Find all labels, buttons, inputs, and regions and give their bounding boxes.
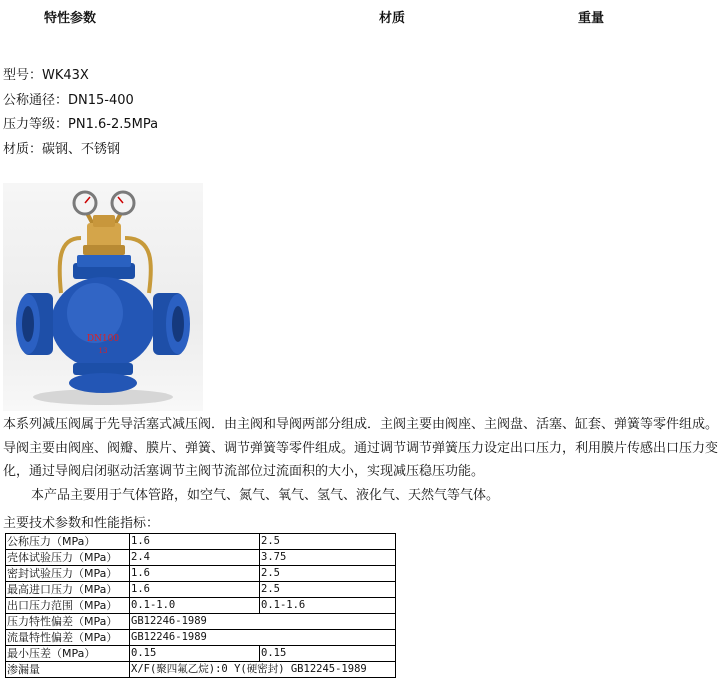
table-cell: X/F(聚四氟乙烷):0 Y(硬密封) GB12245-1989: [130, 662, 396, 678]
table-cell: 最高进口压力（MPa）: [6, 582, 130, 598]
table-cell: GB12246-1989: [130, 614, 396, 630]
table-cell: 流量特性偏差（MPa）: [6, 630, 130, 646]
tab-weight[interactable]: 重量: [578, 11, 605, 26]
params-table: [5, 533, 396, 678]
product-image: [3, 183, 203, 411]
table-cell: 最小压差（MPa）: [6, 646, 130, 662]
spec-value: DN15-400: [68, 92, 134, 108]
spec-label: 公称通径：: [3, 92, 69, 108]
description-paragraph: 本系列减压阀属于先导活塞式减压阀．由主阀和导阀两部分组成．主阀主要由阀座、主阀盘、活塞、缸套、弹簧等零件组成。导阀主要由阀座、阀瓣、膜片、弹簧、调节弹簧等零件组成。通过调节调节弹簧压力设定出口压力，利用膜片传感出口压力变化，通过导阀启闭驱动活塞调节主阀节流部位过流面积的大小，实现减压稳压功能。: [3, 417, 719, 479]
table-cell: 0.15: [130, 646, 260, 662]
spec-pressure-rating: [3, 113, 158, 138]
table-cell: 0.1-1.6: [260, 598, 396, 614]
table-cell: 0.15: [260, 646, 396, 662]
params-title: 主要技术参数和性能指标：: [3, 516, 160, 531]
table-cell: 密封试验压力（MPa）: [6, 566, 130, 582]
table-cell: 1.6: [130, 534, 260, 550]
table-cell: 2.5: [260, 566, 396, 582]
table-row: [6, 534, 396, 550]
table-row: [6, 582, 396, 598]
spec-label: 型号：: [3, 68, 43, 83]
table-cell: 0.1-1.0: [130, 598, 260, 614]
table-cell: 2.5: [260, 534, 396, 550]
table-row: [6, 550, 396, 566]
table-row: [6, 614, 396, 630]
table-row: [6, 598, 396, 614]
spec-model: [3, 64, 158, 89]
table-row: [6, 630, 396, 646]
spec-value: 碳钢、不锈钢: [42, 141, 121, 157]
table-cell: 渗漏量: [6, 662, 130, 678]
spec-label: 压力等级：: [3, 117, 69, 132]
valve-nameplate-subtext: 13: [98, 347, 108, 355]
tab-material[interactable]: 材质: [379, 11, 406, 26]
table-cell: 3.75: [260, 550, 396, 566]
table-cell: 壳体试验压力（MPa）: [6, 550, 130, 566]
table-row: [6, 646, 396, 662]
table-cell: 压力特性偏差（MPa）: [6, 614, 130, 630]
description-paragraph: 本产品主要用于气体管路，如空气、氮气、氧气、氢气、液化气、天然气等气体。: [31, 487, 500, 503]
tab-bar: [0, 7, 727, 27]
table-row: [6, 566, 396, 582]
table-cell: 出口压力范围（MPa）: [6, 598, 130, 614]
table-cell: 公称压力（MPa）: [6, 534, 130, 550]
valve-nameplate-text: DN100: [86, 334, 120, 344]
table-cell: 1.6: [130, 566, 260, 582]
description: [3, 413, 723, 507]
table-cell: 2.4: [130, 550, 260, 566]
spec-value: PN1.6-2.5MPa: [68, 117, 159, 132]
spec-value: WK43X: [42, 68, 89, 83]
spec-material: [3, 138, 158, 163]
table-cell: 1.6: [130, 582, 260, 598]
spec-nominal-diameter: [3, 89, 158, 114]
spec-list: [3, 64, 158, 162]
table-cell: GB12246-1989: [130, 630, 396, 646]
table-cell: 2.5: [260, 582, 396, 598]
table-row: [6, 662, 396, 678]
tab-characteristics[interactable]: 特性参数: [44, 11, 97, 26]
spec-label: 材质：: [3, 141, 43, 157]
valve-illustration: [3, 183, 203, 411]
